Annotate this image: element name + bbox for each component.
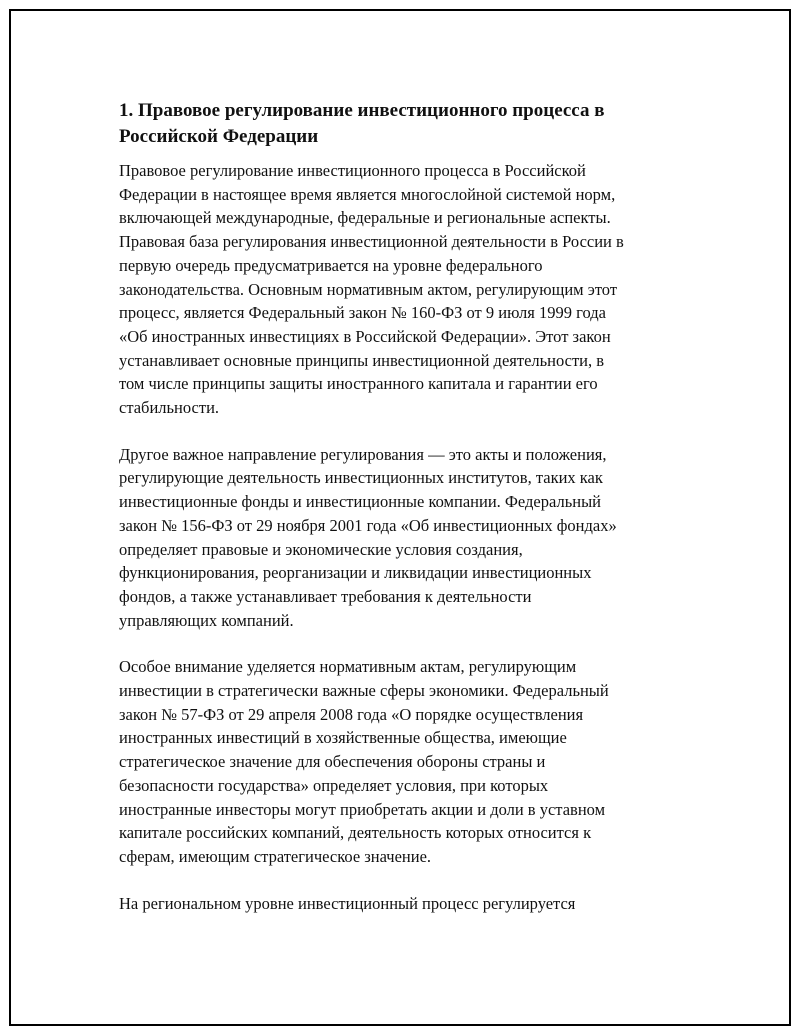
text-line: Другое важное направление регулирования — это акты и положения, — [119, 444, 607, 464]
text-line: Правовая база регулирования инвестиционной деятельности в России в — [119, 232, 624, 252]
text-line: закон № 57-ФЗ от 29 апреля 2008 года «О порядке осуществления — [119, 704, 584, 724]
text-line: закон № 156-ФЗ от 29 ноября 2001 года «Об инвестиционных фондах» — [119, 515, 617, 535]
heading-line: Российской Федерации — [119, 126, 319, 147]
text-line: На региональном уровне инвестиционный процесс регулируется — [119, 893, 576, 913]
text-line: иностранные инвесторы могут приобретать акции и доли в уставном — [119, 799, 606, 819]
text-line: инвестиции в стратегически важные сферы экономики. Федеральный — [119, 681, 609, 701]
paragraph-2 — [119, 443, 689, 633]
text-line: определяет правовые и экономические условия создания, — [119, 539, 523, 559]
text-line: сферам, имеющим стратегическое значение. — [119, 846, 432, 866]
text-line: инвестиционные фонды и инвестиционные компании. Федеральный — [119, 492, 601, 512]
text-line: капитале российских компаний, деятельность которых относится к — [119, 823, 592, 843]
text-line: «Об иностранных инвестициях в Российской Федерации». Этот закон — [119, 326, 611, 346]
text-line: функционирования, реорганизации и ликвидации инвестиционных — [119, 563, 592, 583]
document-body — [119, 98, 689, 938]
heading-line: 1. Правовое регулирование инвестиционного процесса в — [119, 100, 605, 121]
text-line: Особое внимание уделяется нормативным актам, регулирующим — [119, 657, 577, 677]
text-line: стабильности. — [119, 398, 220, 418]
text-line: фондов, а также устанавливает требования к деятельности — [119, 586, 532, 606]
text-line: Федерации в настоящее время является многослойной системой норм, — [119, 184, 616, 204]
text-line: законодательства. Основным нормативным актом, регулирующим этот — [119, 279, 618, 299]
text-line: иностранных инвестиций в хозяйственные общества, имеющие — [119, 728, 567, 748]
text-line: безопасности государства» определяет условия, при которых — [119, 775, 549, 795]
page-frame — [9, 9, 791, 1026]
text-line: управляющих компаний. — [119, 610, 294, 630]
section-heading — [119, 98, 689, 150]
text-line: том числе принципы защиты иностранного капитала и гарантии его — [119, 374, 598, 394]
text-line: процесс, является Федеральный закон № 160-ФЗ от 9 июля 1999 года — [119, 303, 606, 323]
text-line: Правовое регулирование инвестиционного процесса в Российской — [119, 161, 586, 180]
text-line: первую очередь предусматривается на уровне федерального — [119, 255, 543, 275]
paragraph-4 — [119, 892, 689, 916]
text-line: регулирующие деятельность инвестиционных институтов, таких как — [119, 468, 603, 488]
text-line: устанавливает основные принципы инвестиционной деятельности, в — [119, 350, 605, 370]
paragraph-3 — [119, 655, 689, 868]
text-line: включающей международные, федеральные и региональные аспекты. — [119, 208, 611, 228]
paragraph-1 — [119, 159, 689, 420]
text-line: стратегическое значение для обеспечения обороны страны и — [119, 752, 546, 772]
